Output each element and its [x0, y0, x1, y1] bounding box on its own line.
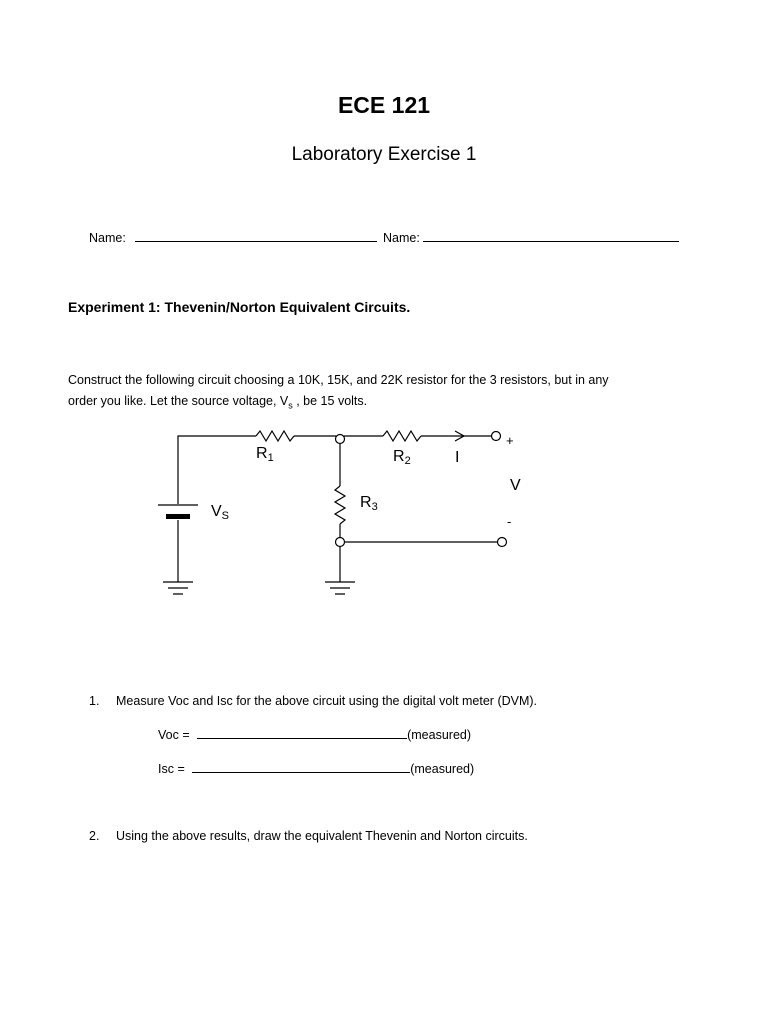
voc-field — [158, 728, 471, 742]
isc-field — [158, 762, 474, 776]
label-r1: R1 — [256, 445, 274, 464]
resistor-r2 — [383, 431, 421, 441]
ground-right — [325, 582, 355, 594]
node-top — [336, 435, 345, 444]
isc-label: Isc = — [158, 762, 185, 776]
isc-suffix: (measured) — [410, 762, 475, 776]
name-label-1: Name: — [89, 231, 126, 245]
wire-left-top — [178, 436, 256, 504]
label-voltage: V — [510, 477, 521, 494]
instructions-line-2-pre: order you like. Let the source voltage, V — [68, 394, 289, 408]
voc-blank — [197, 737, 407, 739]
voc-label: Voc = — [158, 728, 190, 742]
node-bottom — [336, 538, 345, 547]
terminal-plus — [492, 432, 501, 441]
lab-subtitle: Laboratory Exercise 1 — [291, 144, 477, 165]
course-title: ECE 121 — [337, 92, 431, 118]
question-2-text: Using the above results, draw the equivalent Thevenin and Norton circuits. — [116, 829, 528, 843]
instructions-line-1: Construct the following circuit choosing a 10K, 15K, and 22K resistor for the 3 resistors, but in any — [68, 373, 609, 387]
resistor-r3 — [335, 486, 345, 524]
ground-left — [163, 582, 193, 594]
battery-short-plate — [166, 514, 190, 519]
resistor-r1 — [256, 431, 294, 441]
label-r3: R3 — [360, 494, 378, 513]
question-1-text: Measure Voc and Isc for the above circuit using the digital volt meter (DVM). — [116, 694, 538, 708]
label-r2: R2 — [393, 448, 411, 467]
name-label-2: Name: — [383, 231, 420, 245]
terminal-minus — [498, 538, 507, 547]
instructions-line-2-sub: s — [288, 400, 293, 411]
experiment-title: Experiment 1: Thevenin/Norton Equivalent Circuits. — [68, 299, 411, 315]
question-2-number: 2. — [89, 829, 100, 843]
label-vs: VS — [211, 503, 230, 522]
label-minus: - — [507, 514, 512, 529]
question-1-number: 1. — [89, 694, 100, 708]
voc-suffix: (measured) — [407, 728, 472, 742]
isc-blank — [192, 771, 410, 773]
label-plus: + — [506, 433, 514, 448]
label-current: I — [455, 449, 460, 466]
instructions-line-2-post: , be 15 volts. — [292, 394, 368, 408]
